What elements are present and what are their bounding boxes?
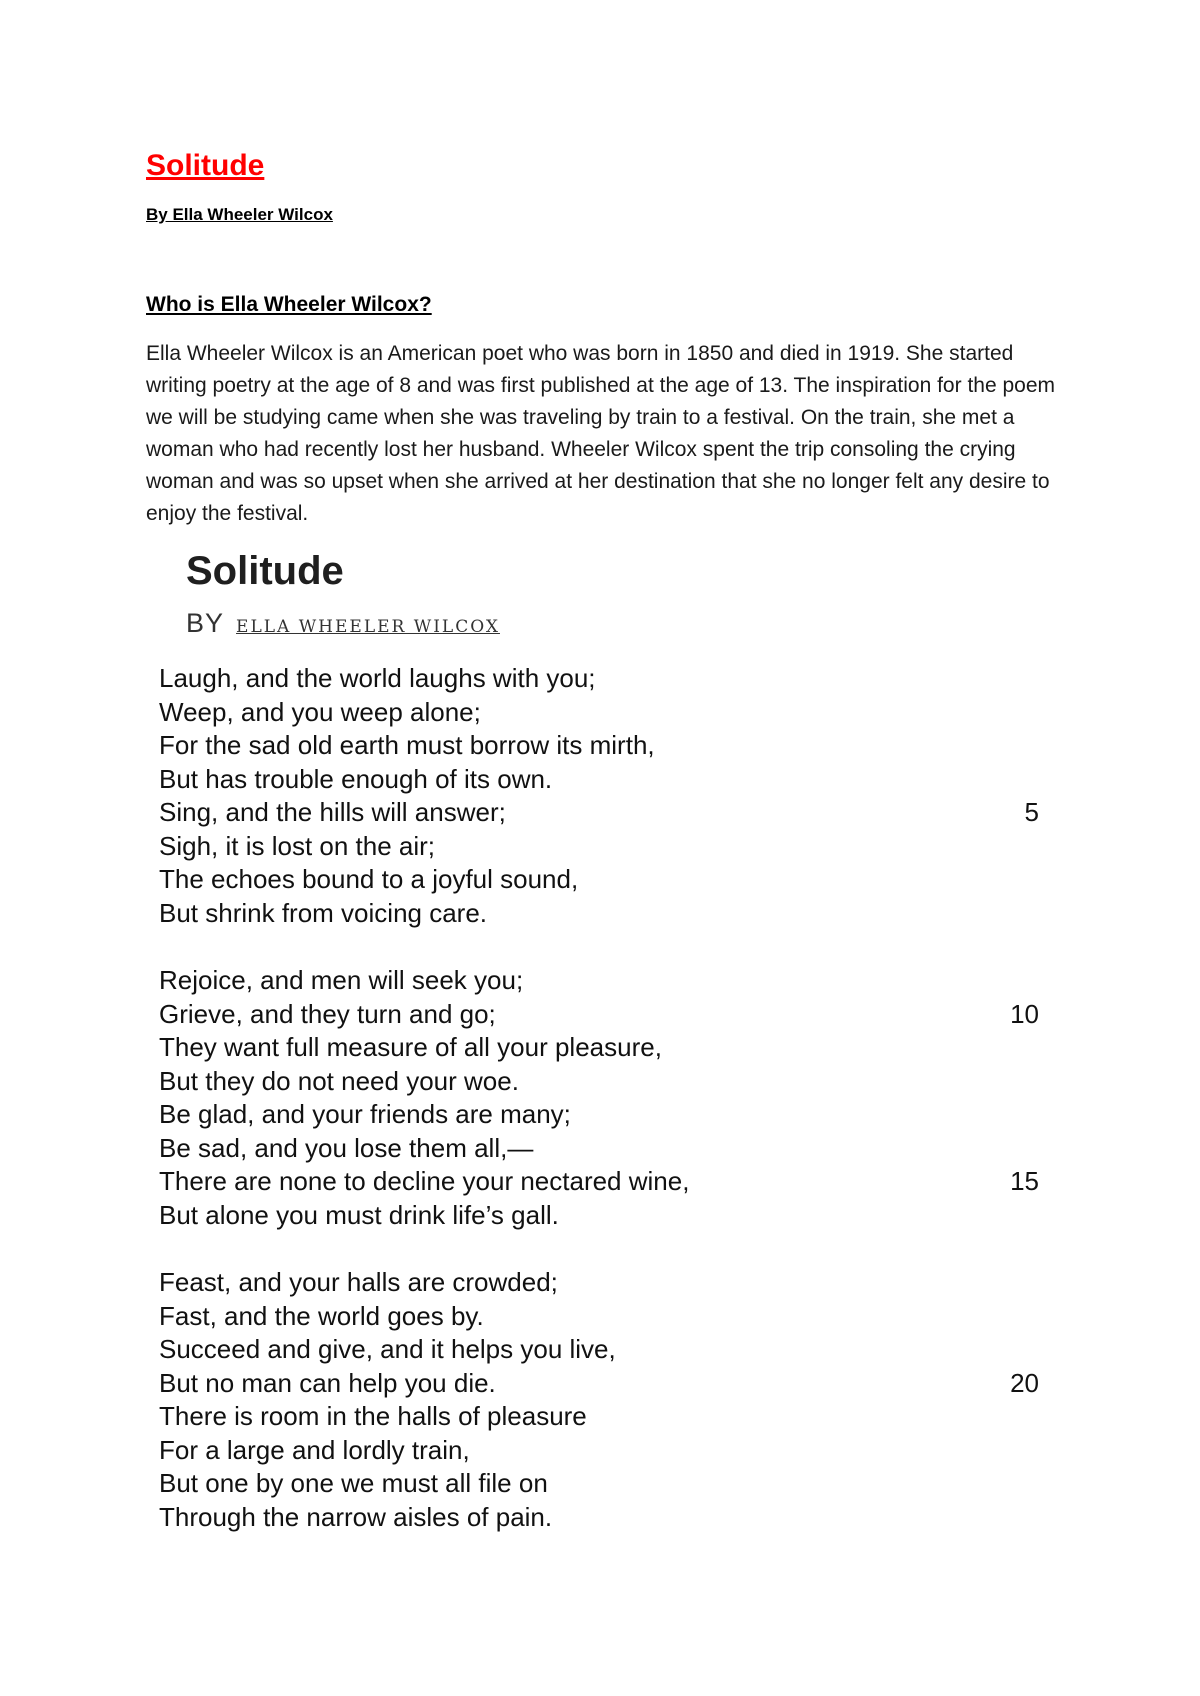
poem-line-text: There are none to decline your nectared wine, <box>159 1166 690 1196</box>
poem-line-text: The echoes bound to a joyful sound, <box>159 864 579 894</box>
poem-line-text: Be sad, and you lose them all,— <box>159 1132 534 1163</box>
poem-line-text: But alone you must drink life’s gall. <box>159 1199 559 1230</box>
poem-line <box>159 1132 1039 1166</box>
poem-line <box>159 729 1039 763</box>
poem-line-text: Through the narrow aisles of pain. <box>159 1501 553 1532</box>
poem-line-text: Rejoice, and men will seek you; <box>159 965 524 995</box>
poem-line <box>159 1367 1039 1401</box>
poem-line-text: Be glad, and your friends are many; <box>159 1099 571 1129</box>
document-byline: By Ella Wheeler Wilcox <box>146 205 333 224</box>
line-number: 20 <box>1010 1367 1039 1398</box>
poem-line <box>159 1400 1039 1434</box>
poem-line-text: Laugh, and the world laughs with you; <box>159 663 596 693</box>
poem-line <box>159 1467 1039 1501</box>
poem-line-text: But one by one we must all file on <box>159 1468 548 1498</box>
poem-line-text: Feast, and your halls are crowded; <box>159 1267 558 1297</box>
poem-line <box>159 696 1039 730</box>
intro-paragraph: Ella Wheeler Wilcox is an American poet who was born in 1850 and died in 1919. She started writing poetry at the age of 8 and was first published at the age of 13. The inspiration for the poem we will be studying came when she was traveling by train to a festival. On the train, she met a woman who had recently lost her husband. Wheeler Wilcox spent the trip consoling the crying woman and was so upset when she arrived at her destination that she no longer felt any desire to enjoy the festival. <box>146 342 1055 525</box>
poem-line <box>159 1098 1039 1132</box>
poem-line <box>159 863 1039 897</box>
poem-line <box>159 1333 1039 1367</box>
poem-line-text: Weep, and you weep alone; <box>159 696 481 727</box>
poem-line-text: But has trouble enough of its own. <box>159 763 553 794</box>
document-title: Solitude <box>146 149 265 182</box>
poem-line-text: Grieve, and they turn and go; <box>159 998 496 1029</box>
poem-line-text: They want full measure of all your pleasure, <box>159 1032 662 1062</box>
poem-image <box>146 540 1066 1540</box>
poem-line-text: Sigh, it is lost on the air; <box>159 830 436 861</box>
poem-line <box>159 964 1039 998</box>
poem-line-text: But no man can help you die. <box>159 1367 496 1398</box>
poem-line-text: But shrink from voicing care. <box>159 897 488 928</box>
poem-line-text: Sing, and the hills will answer; <box>159 797 506 827</box>
poem-line <box>159 662 1039 696</box>
poem-line <box>159 1031 1039 1065</box>
poem-line <box>159 1434 1039 1468</box>
poem-by-label: BY <box>186 608 225 638</box>
poem-stanza-3 <box>159 1266 1039 1534</box>
poem-line <box>159 763 1039 797</box>
line-number: 5 <box>1024 797 1039 827</box>
poem-author-line <box>186 608 500 643</box>
poem-line <box>159 1300 1039 1334</box>
line-number: 10 <box>1010 998 1039 1029</box>
poem-line-text: For the sad old earth must borrow its mirth, <box>159 730 655 760</box>
poem-line <box>159 1199 1039 1233</box>
line-number: 15 <box>1010 1166 1039 1196</box>
poem-stanza-2 <box>159 964 1039 1232</box>
poem-line <box>159 830 1039 864</box>
poem-line <box>159 1065 1039 1099</box>
section-heading: Who is Ella Wheeler Wilcox? <box>146 293 432 316</box>
poem-line-text: Succeed and give, and it helps you live, <box>159 1334 616 1364</box>
poem-line-text: There is room in the halls of pleasure <box>159 1401 587 1431</box>
poem-line <box>159 1266 1039 1300</box>
poem-line <box>159 998 1039 1032</box>
poem-line-text: Fast, and the world goes by. <box>159 1300 484 1331</box>
poem-line-text: For a large and lordly train, <box>159 1434 470 1465</box>
poem-line <box>159 1165 1039 1199</box>
poem-line-text: But they do not need your woe. <box>159 1065 519 1096</box>
poem-title: Solitude <box>186 549 344 593</box>
poem-stanza-1 <box>159 662 1039 930</box>
poem-line <box>159 897 1039 931</box>
poem-line <box>159 1501 1039 1535</box>
poem-author-name: ELLA WHEELER WILCOX <box>236 617 500 637</box>
poem-line <box>159 796 1039 830</box>
